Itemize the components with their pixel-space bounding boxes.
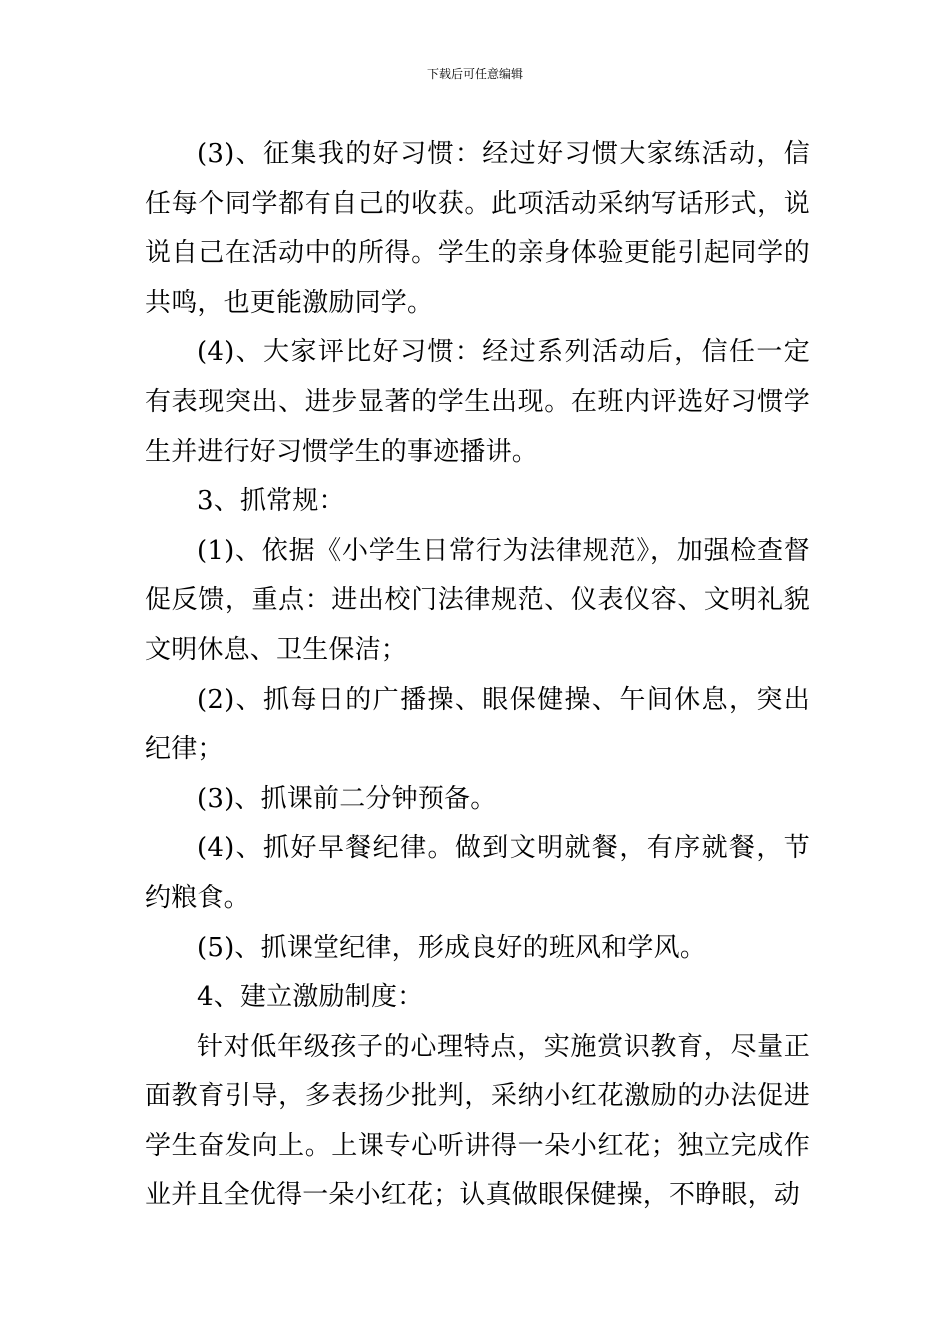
paragraph-routine-3: (3)、抓课前二分钟预备。 xyxy=(197,783,497,814)
paragraph-routine-2: (2)、抓每日的广播操、眼保健操、午间休息，突出纪律； xyxy=(145,684,810,765)
paragraph-evaluate-habits: (4)、大家评比好习惯：经过系列活动后，信任一定有表现突出、进步显著的学生出现。在班内评选好习惯学生并进行好习惯学生的事迹播讲。 xyxy=(145,337,810,467)
page-header: 下载后可任意编辑 xyxy=(426,67,523,81)
paragraph-incentive-body: 针对低年级孩子的心理特点，实施赏识教育，尽量正面教育引导，多表扬少批判，采纳小红花激励的办法促进学生奋发向上。上课专心听讲得一朵小红花；独立完成作业并且全优得一朵小红花；认真做眼保健操，不睁眼，动 xyxy=(145,1031,810,1211)
paragraph-incentive-heading: 4、建立激励制度： xyxy=(197,982,424,1013)
paragraph-routine-heading: 3、抓常规： xyxy=(197,486,345,517)
paragraph-routine-5: (5)、抓课堂纪律，形成良好的班风和学风。 xyxy=(197,932,707,963)
paragraph-collect-habits: (3)、征集我的好习惯：经过好习惯大家练活动，信任每个同学都有自己的收获。此项活动采纳写话形式，说说自己在活动中的所得。学生的亲身体验更能引起同学的共鸣，也更能激励同学。 xyxy=(145,139,810,318)
document-body xyxy=(145,130,810,1221)
paragraph-routine-4: (4)、抓好早餐纪律。做到文明就餐，有序就餐，节约粮食。 xyxy=(145,833,810,913)
paragraph-routine-1: (1)、依据《小学生日常行为法律规范》，加强检查督促反馈，重点：进出校门法律规范、仪表仪容、文明礼貌文明休息、卫生保洁； xyxy=(145,535,810,665)
